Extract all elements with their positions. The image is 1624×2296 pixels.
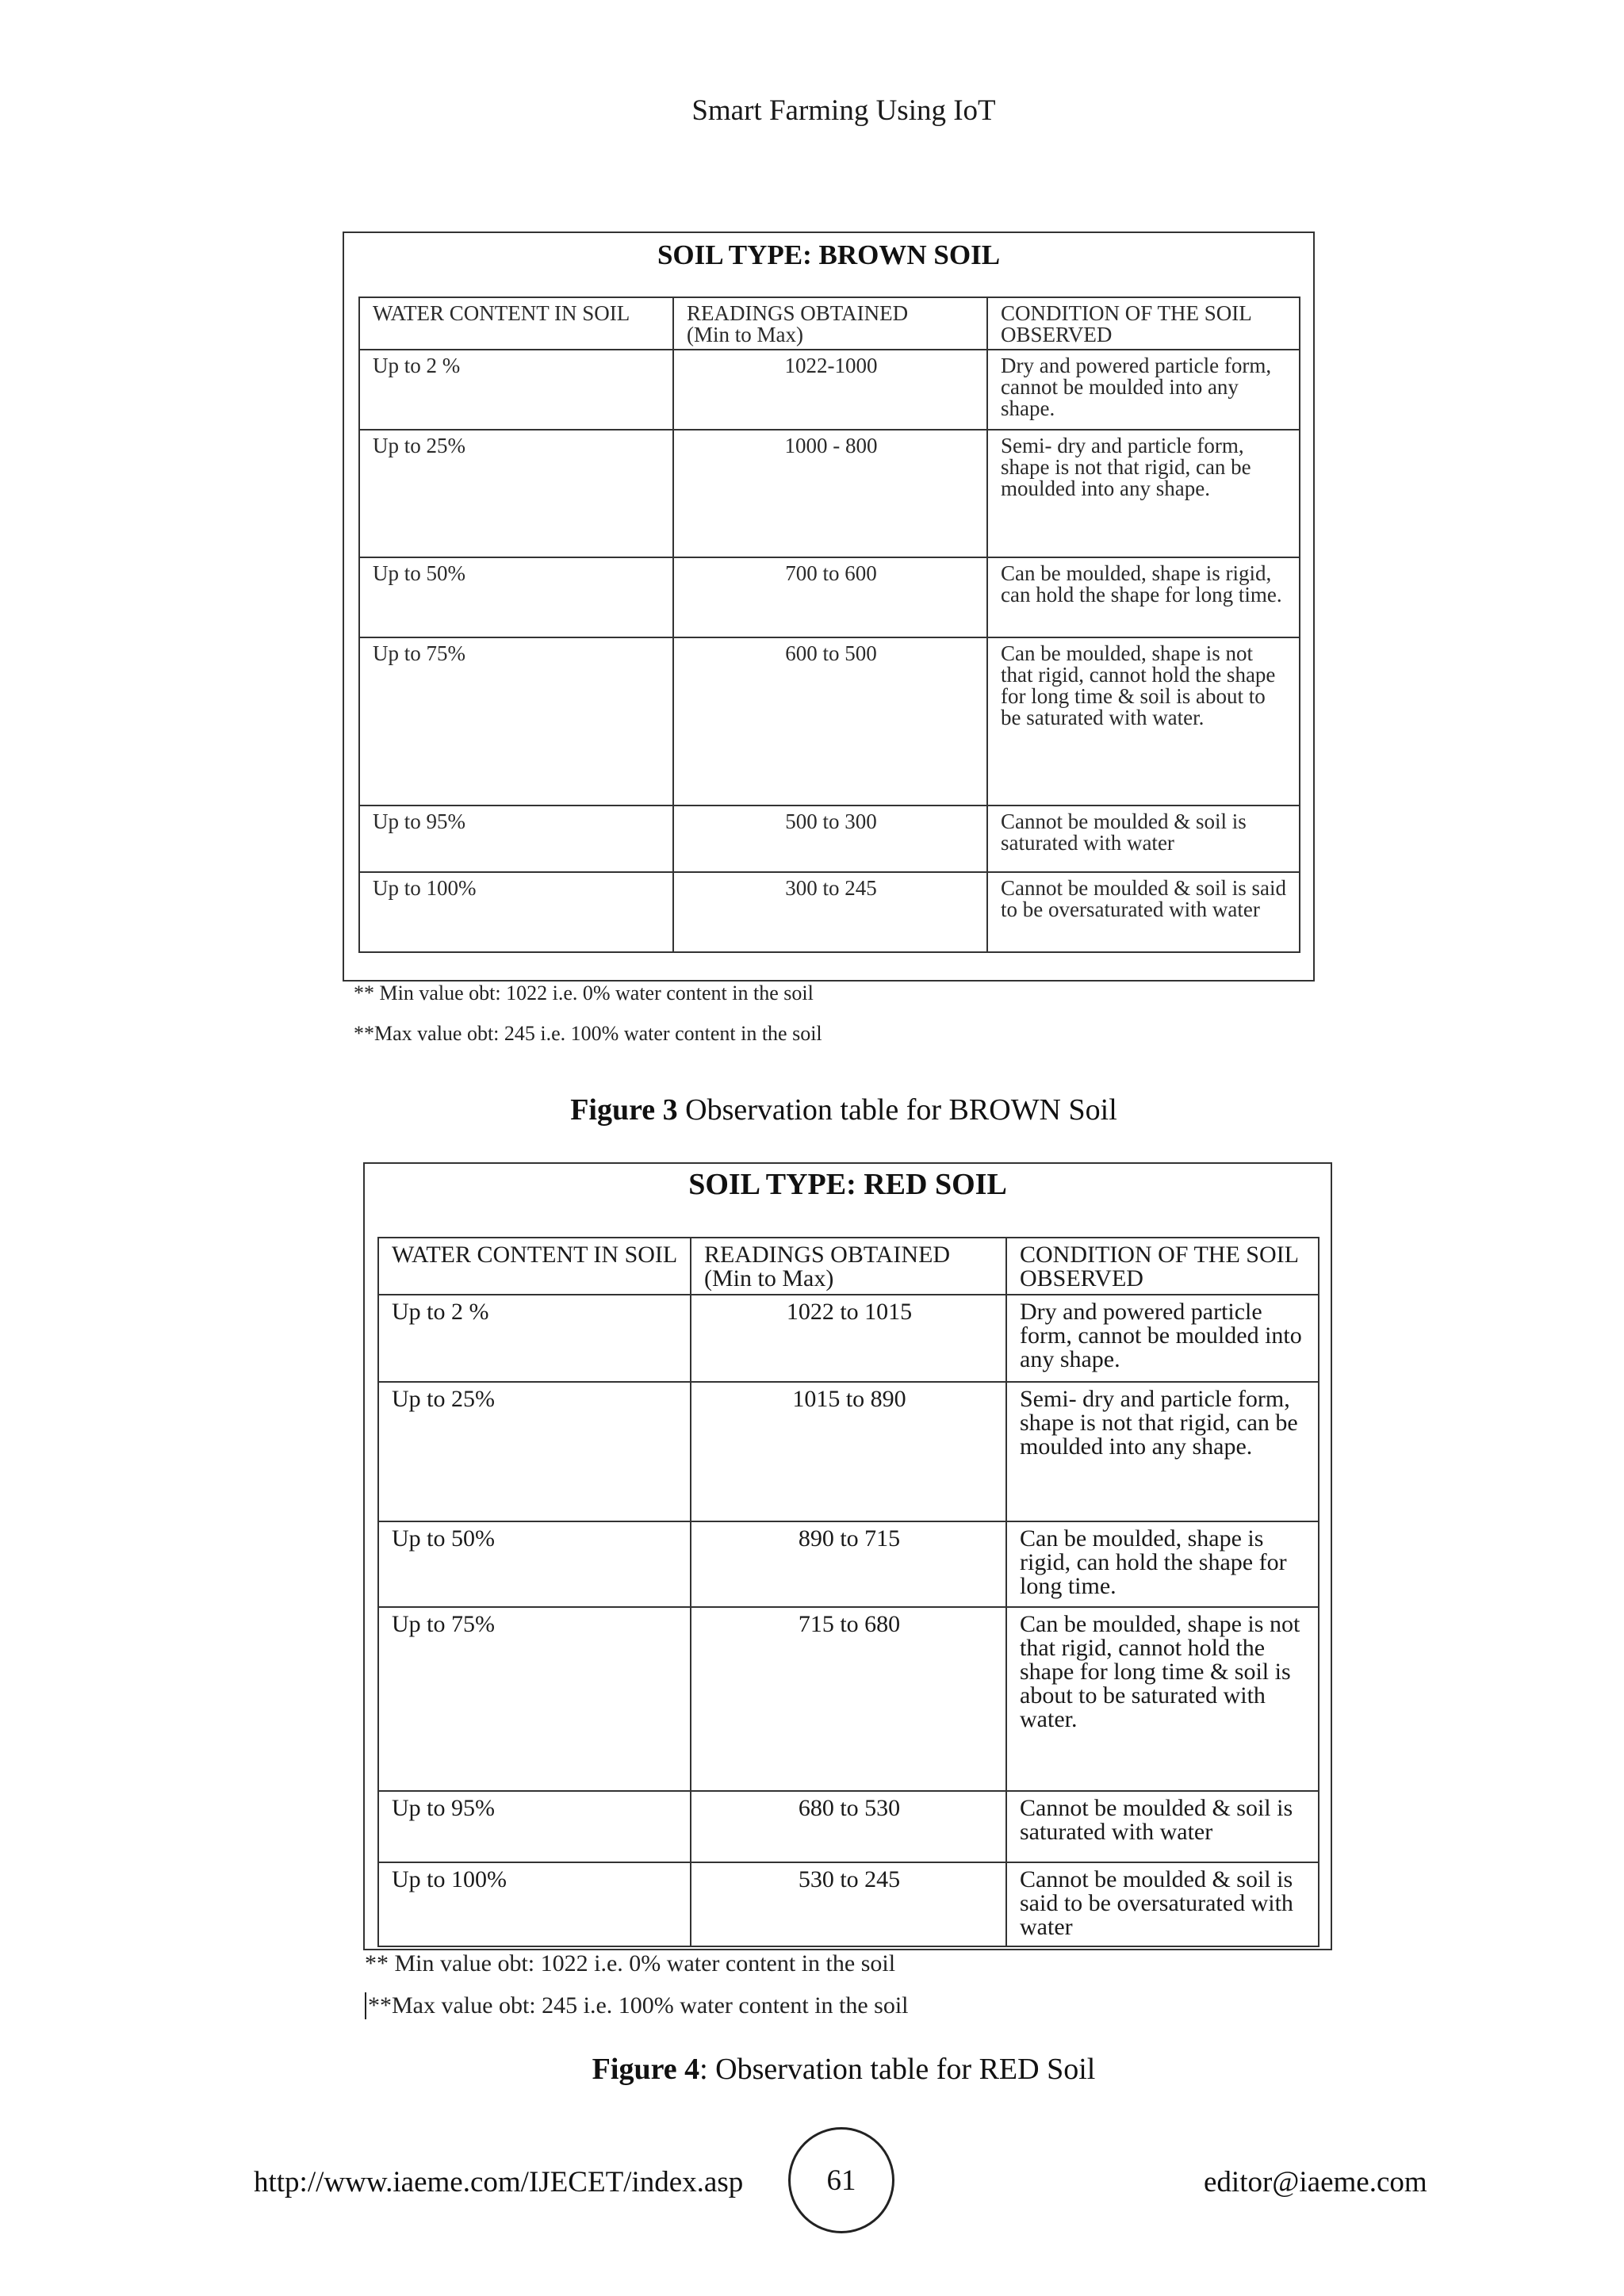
column-header: READINGS OBTAINED (Min to Max) xyxy=(673,297,987,350)
condition-cell: Cannot be moulded & soil is saturated with water xyxy=(1006,1791,1319,1862)
reading-cell: 1022 to 1015 xyxy=(691,1295,1006,1382)
figure-4-caption-text: : Observation table for RED Soil xyxy=(699,2053,1096,2086)
reading-cell: 530 to 245 xyxy=(691,1862,1006,1946)
condition-cell: Can be moulded, shape is not that rigid, cannot hold the shape for long time & soil is about to be saturated with water. xyxy=(987,637,1300,806)
brown-soil-figure xyxy=(343,232,1315,982)
condition-cell: Dry and powered particle form, cannot be moulded into any shape. xyxy=(987,350,1300,430)
figure-4-caption xyxy=(0,2052,1624,2087)
water-content-cell: Up to 2 % xyxy=(378,1295,691,1382)
reading-cell: 1015 to 890 xyxy=(691,1382,1006,1521)
water-content-cell: Up to 100% xyxy=(359,872,673,952)
figure-3-caption xyxy=(0,1093,1624,1127)
red-max-note: **Max value obt: 245 i.e. 100% water content in the soil xyxy=(365,1992,909,2019)
condition-cell: Can be moulded, shape is not that rigid, cannot hold the shape for long time & soil is about to be saturated with water. xyxy=(1006,1607,1319,1791)
water-content-cell: Up to 95% xyxy=(359,806,673,872)
table-row xyxy=(378,1295,1319,1382)
water-content-cell: Up to 2 % xyxy=(359,350,673,430)
water-content-cell: Up to 50% xyxy=(378,1521,691,1607)
table-row xyxy=(359,350,1300,430)
running-title: Smart Farming Using IoT xyxy=(691,94,996,127)
water-content-cell: Up to 75% xyxy=(359,637,673,806)
brown-min-note: ** Min value obt: 1022 i.e. 0% water content in the soil xyxy=(354,982,814,1004)
condition-cell: Can be moulded, shape is rigid, can hold the shape for long time. xyxy=(1006,1521,1319,1607)
column-header: CONDITION OF THE SOIL OBSERVED xyxy=(1006,1238,1319,1295)
table-row xyxy=(378,1521,1319,1607)
water-content-cell: Up to 50% xyxy=(359,557,673,637)
reading-cell: 1000 - 800 xyxy=(673,430,987,557)
water-content-cell: Up to 75% xyxy=(378,1607,691,1791)
journal-url-link[interactable]: http://www.iaeme.com/IJECET/index.asp xyxy=(254,2166,744,2198)
page-number-text: 61 xyxy=(826,2164,856,2197)
reading-cell: 500 to 300 xyxy=(673,806,987,872)
figure-4-label: Figure 4 xyxy=(592,2053,700,2086)
table-header-row xyxy=(359,297,1300,350)
table-row xyxy=(378,1382,1319,1521)
reading-cell: 1022-1000 xyxy=(673,350,987,430)
column-header: CONDITION OF THE SOIL OBSERVED xyxy=(987,297,1300,350)
brown-max-note: **Max value obt: 245 i.e. 100% water content in the soil xyxy=(354,1022,822,1045)
brown-soil-table xyxy=(358,297,1300,953)
condition-cell: Semi- dry and particle form, shape is not that rigid, can be moulded into any shape. xyxy=(987,430,1300,557)
table-row xyxy=(359,806,1300,872)
page-number xyxy=(788,2127,894,2233)
condition-cell: Semi- dry and particle form, shape is not that rigid, can be moulded into any shape. xyxy=(1006,1382,1319,1521)
column-header: WATER CONTENT IN SOIL xyxy=(378,1238,691,1295)
figure-3-caption-text: Observation table for BROWN Soil xyxy=(677,1093,1117,1127)
water-content-cell: Up to 95% xyxy=(378,1791,691,1862)
water-content-cell: Up to 25% xyxy=(359,430,673,557)
reading-cell: 700 to 600 xyxy=(673,557,987,637)
condition-cell: Dry and powered particle form, cannot be moulded into any shape. xyxy=(1006,1295,1319,1382)
table-row xyxy=(378,1862,1319,1946)
brown-soil-table-title: SOIL TYPE: BROWN SOIL xyxy=(657,239,1001,270)
table-row xyxy=(359,557,1300,637)
condition-cell: Cannot be moulded & soil is saturated with water xyxy=(987,806,1300,872)
red-soil-figure xyxy=(363,1162,1332,1950)
reading-cell: 600 to 500 xyxy=(673,637,987,806)
water-content-cell: Up to 100% xyxy=(378,1862,691,1946)
condition-cell: Cannot be moulded & soil is said to be oversaturated with water xyxy=(987,872,1300,952)
reading-cell: 715 to 680 xyxy=(691,1607,1006,1791)
reading-cell: 300 to 245 xyxy=(673,872,987,952)
column-header: READINGS OBTAINED (Min to Max) xyxy=(691,1238,1006,1295)
condition-cell: Can be moulded, shape is rigid, can hold the shape for long time. xyxy=(987,557,1300,637)
red-soil-table-title: SOIL TYPE: RED SOIL xyxy=(688,1168,1007,1201)
condition-cell: Cannot be moulded & soil is said to be oversaturated with water xyxy=(1006,1862,1319,1946)
table-row xyxy=(378,1607,1319,1791)
reading-cell: 680 to 530 xyxy=(691,1791,1006,1862)
editor-email-link[interactable]: editor@iaeme.com xyxy=(1204,2166,1427,2198)
figure-3-label: Figure 3 xyxy=(570,1093,678,1127)
red-soil-table xyxy=(377,1237,1320,1947)
water-content-cell: Up to 25% xyxy=(378,1382,691,1521)
table-row xyxy=(359,872,1300,952)
table-header-row xyxy=(378,1238,1319,1295)
column-header: WATER CONTENT IN SOIL xyxy=(359,297,673,350)
table-row xyxy=(378,1791,1319,1862)
table-row xyxy=(359,430,1300,557)
red-min-note: ** Min value obt: 1022 i.e. 0% water content in the soil xyxy=(365,1950,896,1976)
table-row xyxy=(359,637,1300,806)
reading-cell: 890 to 715 xyxy=(691,1521,1006,1607)
